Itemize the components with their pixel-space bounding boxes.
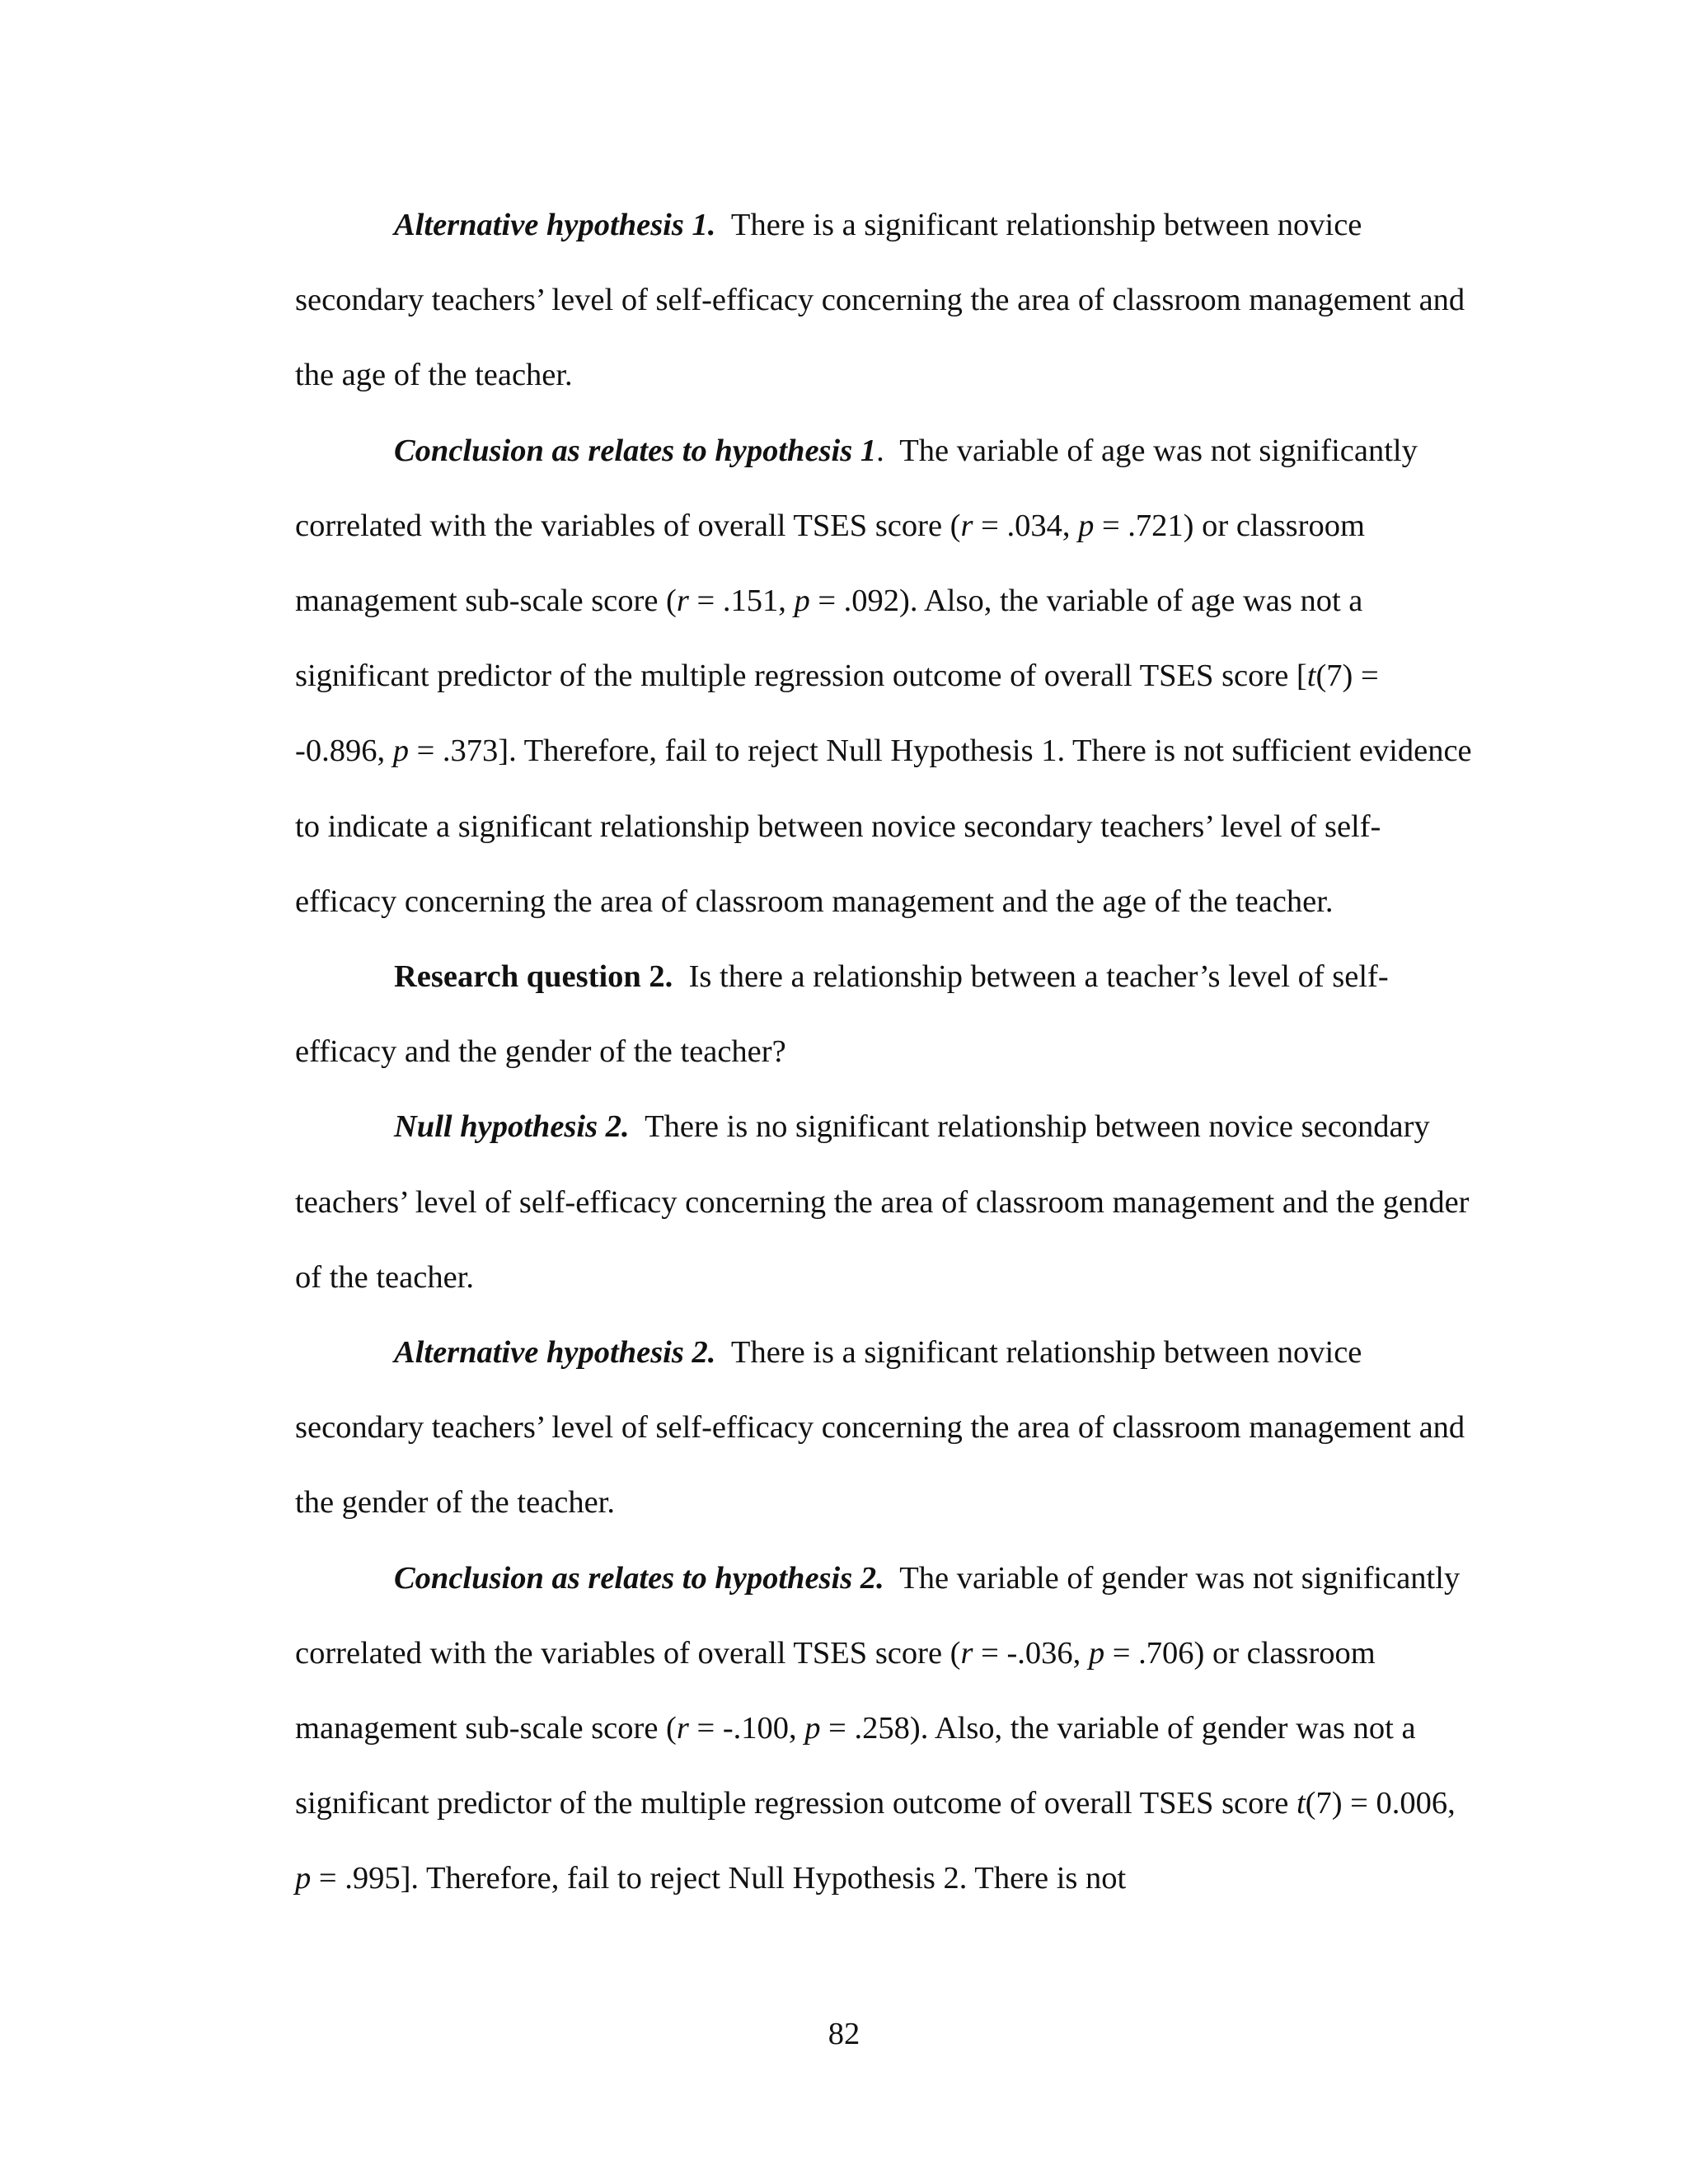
text-run: = -.100, [688,1711,805,1746]
stat-symbol-p: p [392,733,409,769]
heading-research-question-2: Research question 2. [394,959,673,995]
stat-symbol-p: p [794,583,810,619]
heading-alternative-hypothesis-1: Alternative hypothesis 1. [394,208,716,242]
paragraph-null-hypothesis-2 [295,1090,1474,1315]
body-text [295,188,1474,1917]
paragraph-text: There is no significant relationship between novice secondary teachers’ level of self-efficacy concerning the area of classroom management and the gender of the teacher. [295,1109,1470,1295]
heading-alternative-hypothesis-2: Alternative hypothesis 2. [394,1335,716,1371]
heading-null-hypothesis-2: Null hypothesis 2. [394,1109,630,1145]
text-run: = .706) or classroom management sub-scale score ( [295,1635,1376,1746]
text-run: The variable of age was not significantly correlated with the variables of overall TSES score ( [295,433,1418,543]
paragraph-text: Is there a relationship between a teacher’s level of self-efficacy and the gender of the teacher? [295,959,1389,1070]
paragraph-text: There is a significant relationship between novice secondary teachers’ level of self-efficacy concerning the area of classroom management and the age of the teacher. [295,208,1465,393]
stat-symbol-p: p [804,1711,821,1746]
paragraph-conclusion-hypothesis-1 [295,414,1474,940]
text-run: = .151, [688,583,795,619]
stat-symbol-t: t [1306,658,1316,694]
paragraph-text: There is a significant relationship between novice secondary teachers’ level of self-efficacy concerning the area of classroom management and the gender of the teacher. [295,1335,1465,1521]
heading-conclusion-hypothesis-1: Conclusion as relates to hypothesis 1 [394,433,877,468]
stat-symbol-t: t [1296,1786,1306,1821]
text-run: = .721) or classroom management sub-scale score ( [295,508,1365,619]
stat-symbol-r: r [676,1711,689,1746]
text-run: = .092). Also, the variable of age was not a significant predictor of the multiple regression outcome of overall TSES score [ [295,583,1363,694]
text-run: = -.036, [973,1635,1089,1671]
paragraph-alternative-hypothesis-2 [295,1315,1474,1541]
stat-symbol-p: p [1088,1635,1105,1671]
stat-symbol-r: r [676,583,689,619]
stat-symbol-r: r [960,508,973,543]
stat-symbol-r: r [960,1635,973,1671]
text-run: = .034, [973,508,1079,543]
paragraph-research-question-2 [295,940,1474,1090]
stat-symbol-p: p [295,1861,312,1896]
text-run: (7) = 0.006, [1305,1786,1456,1821]
text-run: The variable of gender was not significantly correlated with the variables of overall TSES score ( [295,1560,1461,1671]
paragraph-conclusion-hypothesis-2 [295,1541,1474,1917]
text-run: = .995]. Therefore, fail to reject Null Hypothesis 2. There is not [311,1861,1127,1896]
text-run: (7) = -0.896, [295,658,1379,769]
page-number: 82 [828,2017,860,2051]
heading-conclusion-hypothesis-2: Conclusion as relates to hypothesis 2. [394,1560,884,1596]
paragraph-alternative-hypothesis-1 [295,188,1474,414]
heading-period: . [876,433,884,468]
text-run: = .258). Also, the variable of gender was not a significant predictor of the multiple regression outcome of overall TSES score [295,1711,1416,1821]
text-run: = .373]. Therefore, fail to reject Null Hypothesis 1. There is not sufficient evidence to indicate a significant relationship between novice secondary teachers’ level of self-efficacy concerning the area of classroom management and the age of the teacher. [295,733,1472,919]
stat-symbol-p: p [1078,508,1095,543]
